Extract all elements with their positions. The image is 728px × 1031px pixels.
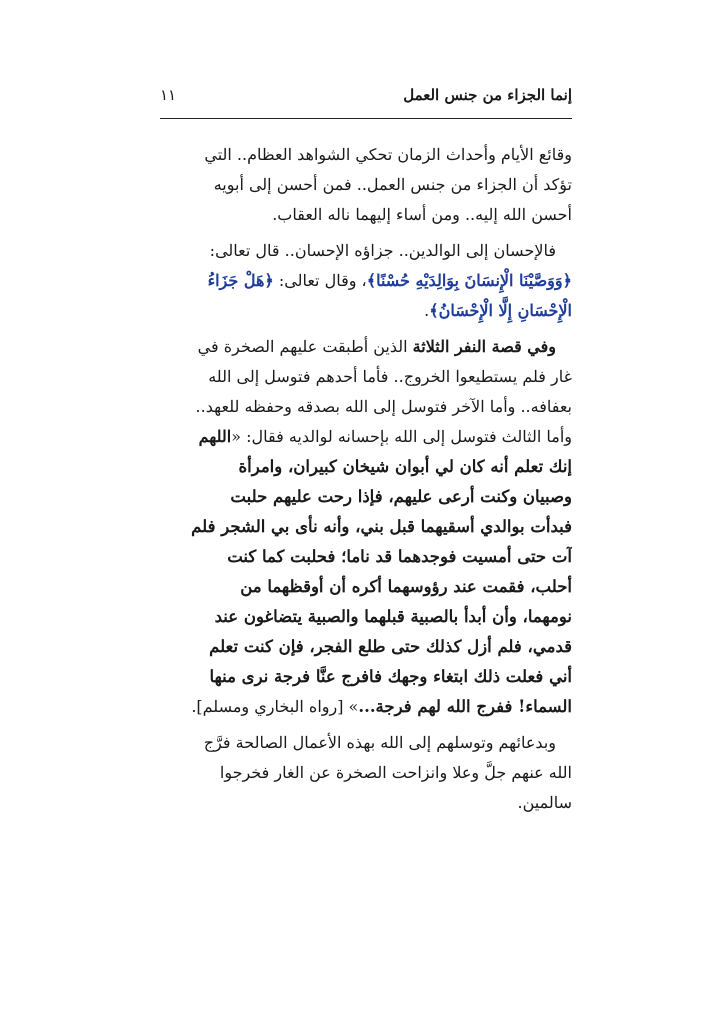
- text-segment: الذين أطبقت عليهم الصخرة في: [197, 337, 413, 356]
- page-header: [160, 86, 572, 112]
- header-rule: [160, 118, 572, 119]
- hadith-line: أحلب، فقمت عند رؤوسهما أكره أن أوقظهما من: [240, 577, 572, 596]
- hadith-line: إنك تعلم أنه كان لي أبوان شيخان كبيران، وامرأة: [238, 457, 572, 476]
- text-line: غار فلم يستطيعوا الخروج.. فأما أحدهم فتوسل إلى الله: [208, 367, 572, 386]
- text-line: بعفافه.. وأما الآخر فتوسل إلى الله بصدقه وحفظه للعهد..: [195, 397, 572, 416]
- quran-verse-2-end: الْإِحْسَانِ إِلَّا الْإِحْسَانُ﴾: [429, 301, 572, 320]
- paragraph-4: [160, 728, 572, 818]
- text-line: [160, 296, 572, 326]
- running-title: إنما الجزاء من جنس العمل: [403, 86, 572, 104]
- hadith-line: أني فعلت ذلك ابتغاء وجهك فافرج عنَّا فرجة نرى منها: [209, 667, 572, 686]
- hadith-line: آت حتى أمسيت فوجدهما قد ناما؛ فحلبت كما كنت: [227, 547, 572, 566]
- text-line: الله عنهم جلَّ وعلا وانزاحت الصخرة عن الغار فخرجوا: [219, 763, 572, 782]
- text-line: وبدعائهم وتوسلهم إلى الله بهذه الأعمال الصالحة فرَّج: [203, 733, 556, 752]
- quran-verse-1: ﴿وَوَصَّيْنَا الْإِنسَانَ بِوَالِدَيْهِ حُسْنًا﴾: [366, 271, 572, 290]
- hadith-start: اللهم: [198, 427, 232, 446]
- page-body: [160, 140, 572, 824]
- text-segment: ، وقال تعالى:: [273, 271, 367, 290]
- text-line: [160, 266, 572, 296]
- hadith-citation: » [رواه البخاري ومسلم].: [191, 697, 359, 716]
- text-line: فالإحسان إلى الوالدين.. جزاؤه الإحسان.. قال تعالى:: [209, 241, 556, 260]
- text-line: تؤكد أن الجزاء من جنس العمل.. فمن أحسن إلى أبويه: [213, 175, 572, 194]
- quran-verse-2-start: ﴿هَلْ جَزَاءُ: [207, 271, 274, 290]
- text-line: سالمين.: [517, 793, 572, 812]
- hadith-line: قدمي، فلم أزل كذلك حتى طلع الفجر، فإن كنت تعلم: [209, 637, 572, 656]
- text-segment: وأما الثالث فتوسل إلى الله بإحسانه لوالديه فقال: «: [231, 427, 572, 446]
- paragraph-1: [160, 140, 572, 230]
- text-line: وقائع الأيام وأحداث الزمان تحكي الشواهد العظام.. التي: [204, 145, 572, 164]
- hadith-end: السماء! ففرج الله لهم فرجة...: [358, 697, 572, 716]
- hadith-line: نومهما، وأن أبدأ بالصبية قبلهما والصبية يتضاغون عند: [214, 607, 572, 626]
- hadith-line: وصبيان وكنت أرعى عليهم، فإذا رحت عليهم حلبت: [230, 487, 572, 506]
- paragraph-2: [160, 236, 572, 326]
- text-line: [160, 422, 572, 452]
- text-segment: .: [424, 301, 430, 320]
- text-line: أحسن الله إليه.. ومن أساء إليهما ناله العقاب.: [272, 205, 572, 224]
- text-line: [160, 692, 572, 722]
- paragraph-3: [160, 332, 572, 722]
- hadith-line: فبدأت بوالدي أسقيهما قبل بني، وأنه نأى بي الشجر فلم: [191, 517, 572, 536]
- page-number: ١١: [160, 86, 177, 104]
- text-line: [160, 332, 572, 362]
- story-heading: وفي قصة النفر الثلاثة: [412, 337, 556, 356]
